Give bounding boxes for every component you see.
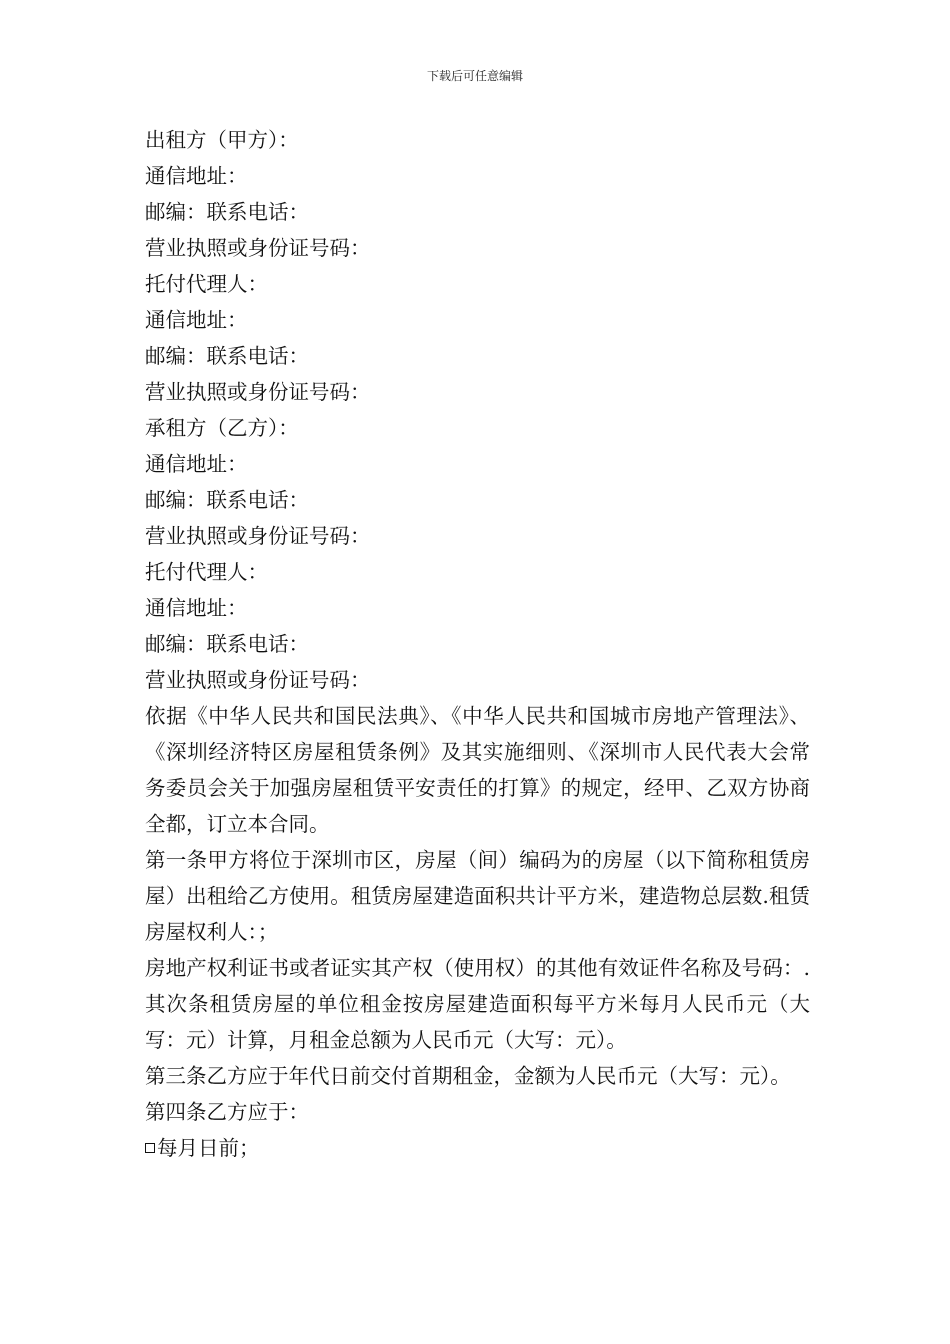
- lessee-agent-postcode-phone-field: 邮编：联系电话：: [145, 632, 309, 656]
- lessor-agent-field: 托付代理人：: [145, 272, 268, 296]
- lessee-agent-id-field: 营业执照或身份证号码：: [145, 668, 371, 692]
- preamble-paragraph: 依据《中华人民共和国民法典》、《中华人民共和国城市房地产管理法》、《深圳经济特区房屋租赁条例》及其实施细则、《深圳市人民代表大会常务委员会关于加强房屋租赁平安责任的打算》的规定，经甲、乙双方协商全都，订立本合同。: [145, 704, 810, 836]
- article-1-paragraph: 第一条甲方将位于深圳市区，房屋（间）编码为的房屋（以下简称租赁房屋）出租给乙方使用。租赁房屋建造面积共计平方米，建造物总层数.租赁房屋权利人：；: [145, 848, 810, 944]
- page-header-note: 下载后可任意编辑: [426, 69, 523, 83]
- lessee-agent-address-field: 通信地址：: [145, 596, 248, 620]
- lessor-postcode-phone-field: 邮编：联系电话：: [145, 200, 309, 224]
- lessor-id-field: 营业执照或身份证号码：: [145, 236, 371, 260]
- article-4-paragraph: 第四条乙方应于：: [145, 1100, 309, 1124]
- lessor-address-field: 通信地址：: [145, 164, 248, 188]
- lessee-id-field: 营业执照或身份证号码：: [145, 524, 371, 548]
- lessor-agent-id-field: 营业执照或身份证号码：: [145, 380, 371, 404]
- lessee-address-field: 通信地址：: [145, 452, 248, 476]
- lessee-agent-field: 托付代理人：: [145, 560, 268, 584]
- contract-body: [145, 122, 810, 1166]
- article-3-paragraph: 第三条乙方应于年代日前交付首期租金，金额为人民币元（大写：元）。: [145, 1064, 791, 1088]
- checkbox-icon[interactable]: [145, 1143, 155, 1153]
- article-2-paragraph: 房地产权利证书或者证实其产权（使用权）的其他有效证件名称及号码：.其次条租赁房屋的单位租金按房屋建造面积每平方米每月人民币元（大写：元）计算，月租金总额为人民币元（大写：元）。: [145, 956, 810, 1052]
- lessee-postcode-phone-field: 邮编：联系电话：: [145, 488, 309, 512]
- monthly-option: [145, 1130, 810, 1166]
- lessee-field: 承租方（乙方）：: [145, 416, 299, 440]
- monthly-option-label: 每月日前；: [157, 1136, 260, 1160]
- lessor-agent-postcode-phone-field: 邮编：联系电话：: [145, 344, 309, 368]
- lessor-field: 出租方（甲方）：: [145, 128, 299, 152]
- lessor-agent-address-field: 通信地址：: [145, 308, 248, 332]
